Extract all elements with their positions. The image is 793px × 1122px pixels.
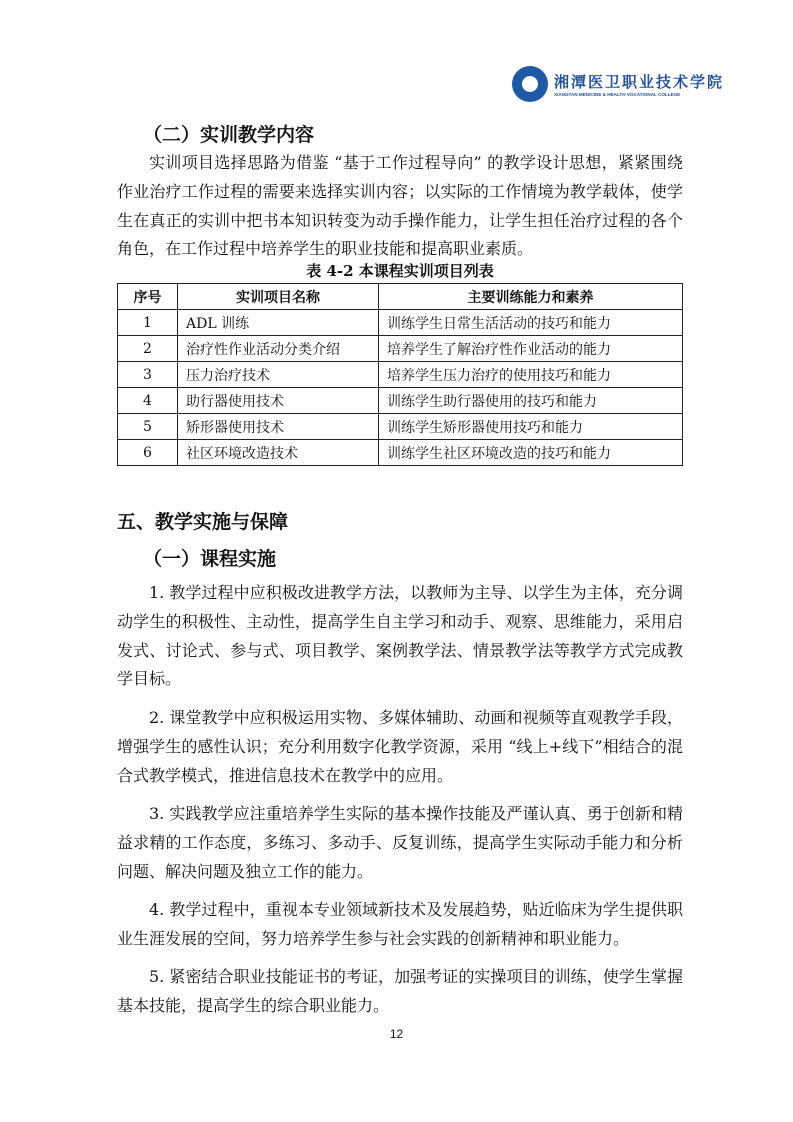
row-ability: 培养学生压力治疗的使用技巧和能力 — [379, 362, 683, 388]
implementation-paragraph-5: 5. 紧密结合职业技能证书的考证，加强考证的实操项目的训练，使学生掌握基本技能，提高学生的综合职业能力。 — [117, 967, 683, 1015]
row-ability: 培养学生了解治疗性作业活动的能力 — [379, 336, 683, 362]
table-row — [118, 310, 683, 336]
table-row — [118, 336, 683, 362]
row-project: ADL 训练 — [178, 310, 379, 336]
row-ability: 训练学生社区环境改造的技巧和能力 — [379, 440, 683, 466]
page-number: 12 — [389, 1027, 404, 1041]
row-project: 社区环境改造技术 — [178, 440, 379, 466]
chapter-heading-implementation: 五、教学实施与保障 — [117, 512, 289, 533]
table-row — [118, 388, 683, 414]
row-project: 矫形器使用技术 — [178, 414, 379, 440]
row-project: 压力治疗技术 — [178, 362, 379, 388]
header-abilities: 主要训练能力和素养 — [379, 284, 683, 310]
header-index: 序号 — [118, 284, 178, 310]
implementation-paragraph-3: 3. 实践教学应注重培养学生实际的基本操作技能及严谨认真、勇于创新和精益求精的工作态度，多练习、多动手、反复训练，提高学生实际动手能力和分析问题、解决问题及独立工作的能力。 — [117, 804, 683, 881]
training-content-paragraph: 实训项目选择思路为借鉴 “基于工作过程导向” 的教学设计思想，紧紧围绕作业治疗工作过程的需要来选择实训内容；以实际的工作情境为教学载体，使学生在真正的实训中把书本知识转变为动手操作能力，让学生担任治疗过程的各个角色，在工作过程中培养学生的职业技能和提高职业素质。 — [117, 153, 683, 259]
row-index: 2 — [118, 336, 178, 362]
sub-heading-course-implementation: （一）课程实施 — [143, 549, 277, 570]
section-heading-training-content: （二）实训教学内容 — [143, 125, 315, 146]
college-seal-icon — [512, 66, 548, 102]
table-caption: 表 4-2 本课程实训项目列表 — [306, 262, 494, 280]
row-ability: 训练学生日常生活活动的技巧和能力 — [379, 310, 683, 336]
logo-english-name: XIANGTAN MEDICINE & HEALTH VOCATIONAL COLLEGE — [554, 92, 681, 97]
logo-chinese-name: 湘潭医卫职业技术学院 — [554, 73, 725, 91]
implementation-paragraph-4: 4. 教学过程中，重视本专业领域新技术及发展趋势，贴近临床为学生提供职业生涯发展的空间，努力培养学生参与社会实践的创新精神和职业能力。 — [117, 900, 683, 948]
row-index: 3 — [118, 362, 178, 388]
row-ability: 训练学生助行器使用的技巧和能力 — [379, 388, 683, 414]
table-row — [118, 362, 683, 388]
row-project: 助行器使用技术 — [178, 388, 379, 414]
row-index: 4 — [118, 388, 178, 414]
row-ability: 训练学生矫形器使用技巧和能力 — [379, 414, 683, 440]
table-row — [118, 440, 683, 466]
table-row — [118, 414, 683, 440]
header-project-name: 实训项目名称 — [178, 284, 379, 310]
row-project: 治疗性作业活动分类介绍 — [178, 336, 379, 362]
row-index: 5 — [118, 414, 178, 440]
implementation-paragraph-2: 2. 课堂教学中应积极运用实物、多媒体辅助、动画和视频等直观教学手段，增强学生的感性认识；充分利用数字化教学资源，采用 “线上+线下”相结合的混合式教学模式，推进信息技术在教学中的应用。 — [117, 708, 683, 785]
row-index: 6 — [118, 440, 178, 466]
implementation-paragraph-1: 1. 教学过程中应积极改进教学方法，以教师为主导、以学生为主体，充分调动学生的积极性、主动性，提高学生自主学习和动手、观察、思维能力，采用启发式、讨论式、参与式、项目教学、案例教学法、情景教学法等教学方式完成教学目标。 — [117, 583, 683, 689]
college-logo — [512, 62, 725, 106]
training-projects-table — [117, 283, 683, 466]
table-header-row — [118, 284, 683, 310]
row-index: 1 — [118, 310, 178, 336]
